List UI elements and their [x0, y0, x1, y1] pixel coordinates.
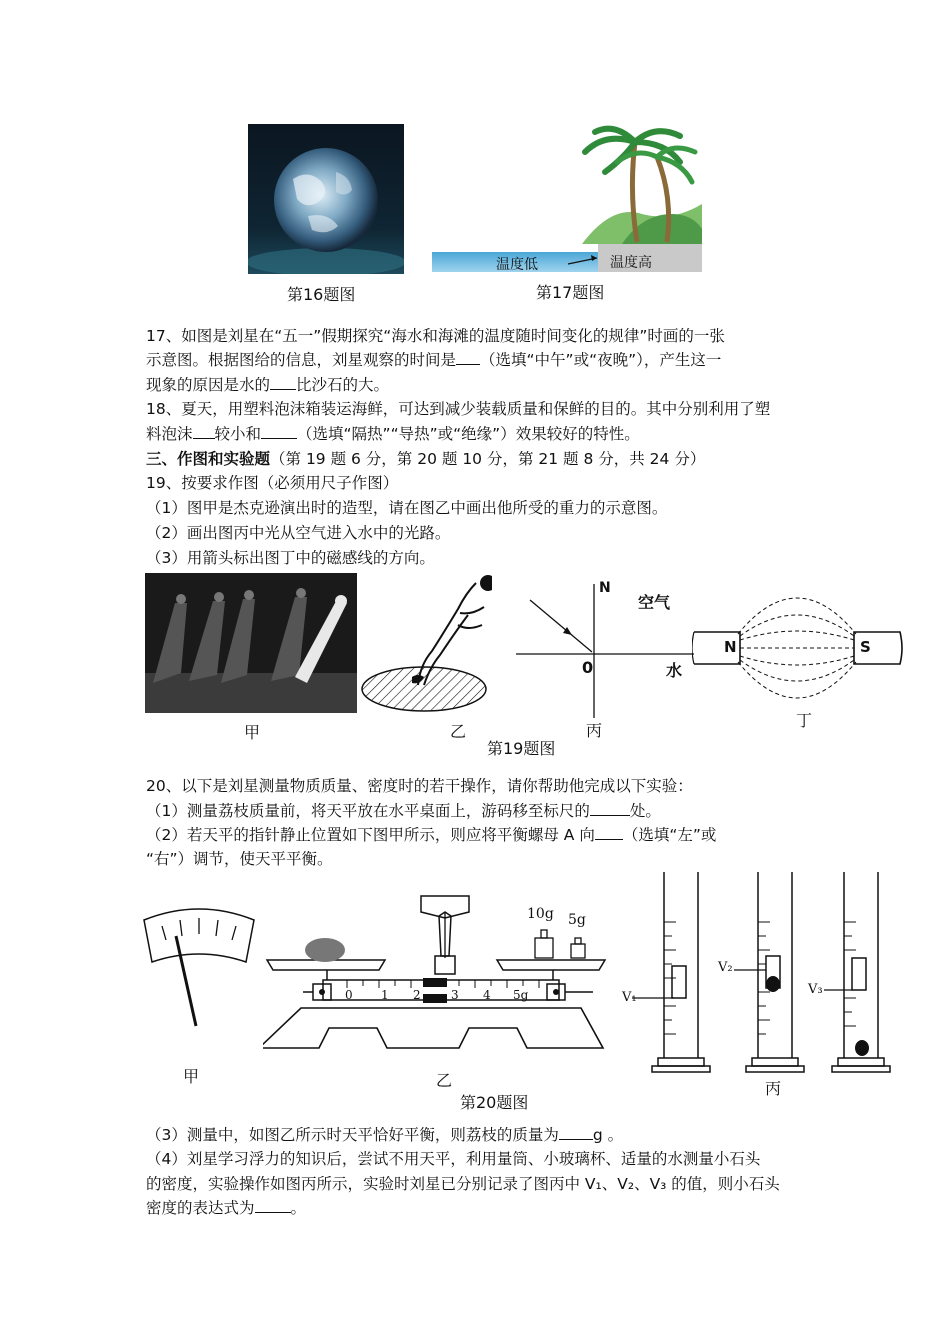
- fig20-v1-label: V₁: [622, 990, 637, 1005]
- q20-blank-3: [559, 1125, 593, 1140]
- fig20-v2-label: V₂: [718, 960, 733, 975]
- fig19-jia-photo: [145, 573, 357, 713]
- fig17-beach-image: [432, 124, 702, 274]
- q19-title: 19、按要求作图（必须用尺子作图）: [146, 474, 399, 492]
- fig19-o-label: 0: [582, 658, 594, 677]
- fig20-weight-5g: 5g: [568, 912, 586, 928]
- fig19-air-label: 空气: [638, 593, 671, 612]
- fig19-n-label: N: [599, 580, 611, 596]
- fig19-label-bing: 丙: [586, 721, 603, 740]
- fig20-scale-1: 1: [381, 988, 389, 1002]
- q17-blank-property: [270, 375, 296, 390]
- q20-item4-line3: 密度的表达式为 。: [146, 1199, 307, 1217]
- q20-item4-line2: 的密度，实验操作如图丙所示，实验时刘星已分别记录了图丙中 V₁、V₂、V₃ 的值，则小石头: [146, 1175, 780, 1193]
- section3-heading: 三、作图和实验题（第 19 题 6 分，第 20 题 10 分，第 21 题 8 分，共 24 分）: [146, 450, 706, 468]
- fig19-bing-diagram: [510, 580, 700, 720]
- q20-item4-line1: （4）刘星学习浮力的知识后，尝试不用天平，利用量筒、小玻璃杯、适量的水测量小石头: [146, 1150, 761, 1168]
- fig20-scale-5g: 5g: [513, 988, 529, 1002]
- fig20-weight-10g: 10g: [527, 906, 554, 922]
- q17-line2: 示意图。根据图给的信息，刘星观察的时间是 （选填“中午”或“夜晚”），产生这一: [146, 351, 722, 369]
- fig19-ding-magnets: [692, 582, 908, 714]
- q19-item1: （1）图甲是杰克逊演出时的造型，请在图乙中画出他所受的重力的示意图。: [146, 499, 668, 517]
- fig20-scale-0: 0: [345, 988, 353, 1002]
- fig20-yi-balance: [263, 888, 608, 1056]
- fig19-label-ding: 丁: [796, 711, 813, 730]
- q20-item2-cont: “右”）调节，使天平平衡。: [146, 850, 333, 868]
- q20-blank-4: [255, 1198, 291, 1213]
- fig20-scale-2: 2: [413, 988, 421, 1002]
- fig17-label-high: 温度高: [610, 255, 652, 271]
- fig20-scale-4: 4: [483, 988, 491, 1002]
- fig20-caption: 第20题图: [460, 1093, 529, 1112]
- fig19-caption: 第19题图: [487, 739, 556, 758]
- q19-item3: （3）用箭头标出图丁中的磁感线的方向。: [146, 549, 435, 567]
- q19-item2: （2）画出图丙中光从空气进入水中的光路。: [146, 524, 451, 542]
- q18-line2: 料泡沫 较小和 （选填“隔热”“导热”或“绝缘”）效果较好的特性。: [146, 425, 640, 443]
- q20-blank-1: [590, 801, 630, 816]
- q17-line3: 现象的原因是水的 比沙石的大。: [146, 376, 390, 394]
- fig19-water-label: 水: [666, 661, 683, 680]
- fig16-caption: 第16题图: [287, 285, 356, 304]
- q18-line1: 18、夏天，用塑料泡沫箱装运海鲜，可达到减少装载质量和保鲜的目的。其中分别利用了塑: [146, 400, 771, 418]
- fig16-earth-image: [248, 124, 404, 274]
- q20-item3: （3）测量中，如图乙所示时天平恰好平衡，则荔枝的质量为 g 。: [146, 1126, 624, 1144]
- q20-blank-2: [595, 825, 623, 840]
- fig20-scale-3: 3: [451, 988, 459, 1002]
- fig20-label-jia: 甲: [183, 1067, 200, 1086]
- fig20-jia-pointer: [140, 906, 258, 1034]
- fig19-yi-drawing: [360, 573, 492, 715]
- fig20-bing-cylinders: [612, 866, 894, 1078]
- fig17-label-low: 温度低: [496, 257, 538, 273]
- fig19-magnet-n: N: [724, 638, 737, 656]
- q20-item1: （1）测量荔枝质量前，将天平放在水平桌面上，游码移至标尺的 处。: [146, 802, 661, 820]
- fig17-caption: 第17题图: [536, 283, 605, 302]
- q18-blank-2: [261, 424, 297, 439]
- fig20-label-bing: 丙: [765, 1079, 782, 1098]
- q20-title: 20、以下是刘星测量物质质量、密度时的若干操作，请你帮助他完成以下实验：: [146, 777, 693, 795]
- fig19-magnet-s: S: [860, 638, 871, 656]
- fig19-label-yi: 乙: [450, 722, 467, 741]
- fig19-label-jia: 甲: [244, 723, 261, 742]
- q18-blank-1: [193, 424, 215, 439]
- q17-blank-time: [456, 350, 480, 365]
- fig20-v3-label: V₃: [808, 982, 823, 997]
- q20-item2: （2）若天平的指针静止位置如下图甲所示，则应将平衡螺母 A 向 （选填“左”或: [146, 826, 717, 844]
- fig20-label-yi: 乙: [436, 1071, 453, 1090]
- q17-line1: 17、如图是刘星在“五一”假期探究“海水和海滩的温度随时间变化的规律”时画的一张: [146, 327, 725, 345]
